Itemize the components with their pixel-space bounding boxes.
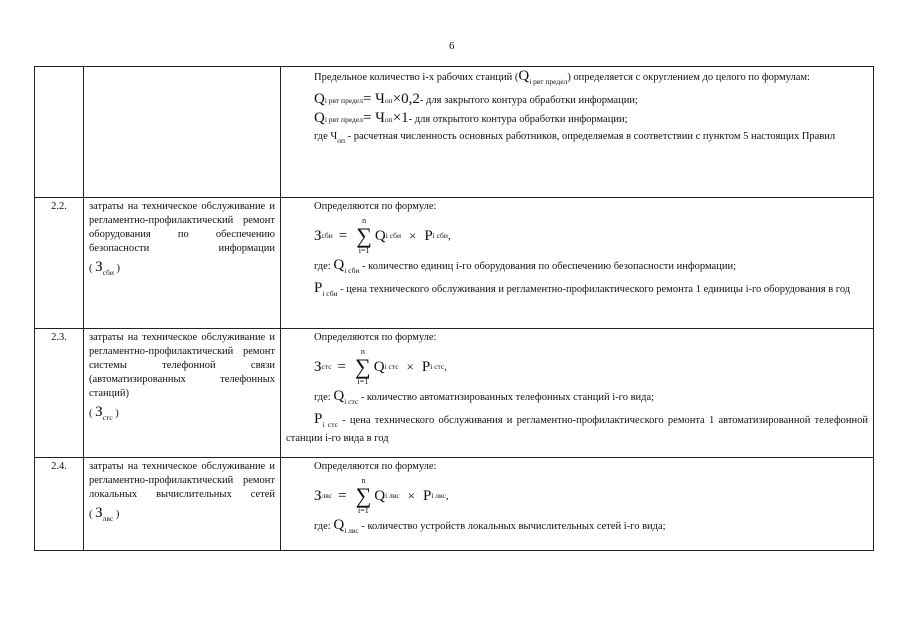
formula-comma: , — [447, 230, 451, 242]
row-name-text: затраты на техническое обслуживание и регламентно-профилактический ремонт системы телефонной связи (автоматизированных телефонных станций) — [89, 332, 275, 399]
where-desc: - расчетная численность основных работников, определяемая в соответствии с пунктом 5 настоящих Правил — [345, 131, 836, 142]
formula-q: Q — [373, 359, 385, 375]
row-name — [84, 458, 281, 551]
f2-rhs: ×1 — [392, 110, 409, 126]
row-name — [84, 67, 281, 198]
formula-lhs-sub: лвс — [321, 491, 333, 500]
f1-note: - для закрытого контура обработки информации; — [419, 95, 638, 106]
formula-lhs: З — [314, 488, 322, 504]
formula-comma: , — [444, 361, 447, 373]
table-row — [35, 198, 874, 329]
def-q: Q — [333, 517, 345, 533]
row-name-symbol: ( $З_{лвс}$ ) — [89, 505, 120, 523]
sum-top: n — [361, 476, 366, 485]
def-p-sub: i сби — [322, 289, 338, 298]
row-description — [281, 198, 874, 329]
table-row — [35, 458, 874, 551]
row-number: 2.3. — [35, 329, 84, 458]
intro-text: Определяются по формуле: — [314, 461, 437, 472]
row-name — [84, 329, 281, 458]
formula-closed — [314, 92, 868, 108]
formula-p: P — [424, 228, 433, 244]
row-name-text: затраты на техническое обслуживание и регламентно-профилактический ремонт оборудования по обеспечению безопасности информации — [89, 201, 275, 254]
table-row — [35, 67, 874, 198]
row-name — [84, 198, 281, 329]
f1-eq: = Ч — [362, 91, 385, 107]
def-prefix: где: — [314, 392, 334, 403]
formula-q: Q — [374, 228, 386, 244]
sum-symbol — [356, 477, 372, 515]
f1-eq-sub: оп — [384, 96, 393, 105]
formula-p-sub: i сби — [432, 231, 448, 240]
q-definition — [314, 389, 868, 409]
f2-note: - для открытого контура обработки информации; — [408, 114, 628, 125]
f2-lhs: Q — [314, 110, 325, 126]
table-row — [35, 329, 874, 458]
name-symbol: З — [95, 259, 103, 275]
def-p-sub: i стс — [322, 420, 338, 429]
def-p: P — [314, 280, 323, 296]
row-name-symbol: ( $З_{стс}$ ) — [89, 404, 119, 422]
def-prefix: где: — [314, 261, 334, 272]
formula-open — [314, 111, 868, 127]
times-sign: × — [407, 488, 415, 503]
formula-lhs: З — [314, 228, 322, 244]
sum-top: n — [362, 216, 367, 225]
sum-formula — [314, 349, 868, 385]
def-q: Q — [333, 388, 345, 404]
f1-lhs: Q — [314, 91, 325, 107]
name-subscript: сби — [102, 268, 114, 277]
sigma-icon: ∑ — [355, 354, 371, 379]
name-symbol: З — [95, 505, 103, 521]
row-description — [281, 329, 874, 458]
formula-lhs-sub: стс — [321, 362, 332, 371]
p-definition — [286, 412, 868, 446]
def-q-sub: i лвс — [344, 526, 359, 535]
row-description — [281, 458, 874, 551]
name-symbol: З — [95, 404, 103, 420]
sum-bottom: i=1 — [358, 246, 370, 255]
equals-sign: = — [338, 228, 348, 244]
sigma-icon: ∑ — [355, 483, 372, 508]
row-number — [35, 67, 84, 198]
def-q-text: - количество единиц i-го оборудования по обеспечению безопасности информации; — [359, 261, 736, 272]
intro-text: Определяются по формуле: — [314, 201, 437, 212]
sum-symbol — [356, 217, 372, 255]
f2-eq: = Ч — [362, 110, 385, 126]
intro-text: Определяются по формуле: — [314, 332, 437, 343]
where-text: где Ч — [314, 131, 338, 142]
q-definition — [314, 258, 868, 278]
intro-end-text: ) определяется с округлением до целого по формулам: — [567, 72, 810, 83]
formula-comma: , — [445, 490, 449, 502]
q-subscript: i рвт предел — [529, 77, 568, 86]
intro-paragraph — [286, 69, 868, 89]
sum-formula — [314, 478, 868, 514]
formula-p: P — [421, 359, 431, 375]
row-number: 2.2. — [35, 198, 84, 329]
def-q-text: - количество автоматизированных телефонных станций i-го вида; — [358, 392, 655, 403]
row-name-symbol: ( $З_{сби}$ ) — [89, 259, 121, 277]
cost-table — [34, 66, 874, 551]
f1-rhs: ×0,2 — [392, 91, 420, 107]
formula-lhs-sub: сби — [321, 231, 333, 240]
sum-bottom: i=1 — [357, 377, 369, 386]
def-q-text: - количество устройств локальных вычислительных сетей i-го вида; — [358, 521, 666, 532]
formula-p-sub: i стс — [430, 362, 445, 371]
row-name-text: затраты на техническое обслуживание и регламентно-профилактический ремонт локальных вычислительных сетей — [89, 461, 275, 500]
name-subscript: стс — [102, 413, 113, 422]
f1-lhs-sub: i рвт предел — [324, 96, 363, 105]
formula-q-sub: i стс — [384, 362, 399, 371]
q-symbol: Q — [518, 68, 530, 84]
formula-p: P — [422, 488, 432, 504]
def-q-sub: i сби — [344, 266, 360, 275]
times-sign: × — [406, 359, 414, 374]
formula-q: Q — [374, 488, 386, 504]
formula-q-sub: i сби — [385, 231, 401, 240]
def-p: P — [314, 411, 323, 427]
formula-lhs: З — [314, 359, 322, 375]
row-number: 2.4. — [35, 458, 84, 551]
where-sub: оп — [337, 136, 346, 145]
formula-p-sub: i лвс — [431, 491, 446, 500]
p-definition — [286, 281, 868, 301]
sigma-icon: ∑ — [356, 223, 372, 248]
def-p-text: - цена технического обслуживания и регламентно-профилактического ремонта 1 единицы i-го оборудования в год — [337, 284, 851, 295]
sum-bottom: i=1 — [358, 506, 369, 515]
equals-sign: = — [338, 488, 347, 504]
def-q: Q — [333, 257, 345, 273]
intro-text: Предельное количество i-х рабочих станций ( — [314, 72, 519, 83]
formula-q-sub: i лвс — [385, 491, 400, 500]
def-p-text: - цена технического обслуживания и регламентно-профилактического ремонта 1 автоматизированной телефонной станции i-го вида в год — [286, 415, 868, 444]
f2-lhs-sub: i рвт предел — [324, 115, 363, 124]
q-definition — [314, 518, 868, 538]
sum-formula — [314, 218, 868, 254]
row-description — [281, 67, 874, 198]
page-number: 6 — [449, 40, 455, 52]
def-q-sub: i стс — [344, 397, 359, 406]
sum-top: n — [360, 347, 365, 356]
times-sign: × — [408, 228, 417, 243]
sum-symbol — [355, 348, 371, 386]
f2-eq-sub: оп — [384, 115, 393, 124]
def-prefix: где: — [314, 521, 334, 532]
where-paragraph — [286, 130, 868, 148]
equals-sign: = — [337, 359, 347, 375]
name-subscript: лвс — [102, 514, 114, 523]
